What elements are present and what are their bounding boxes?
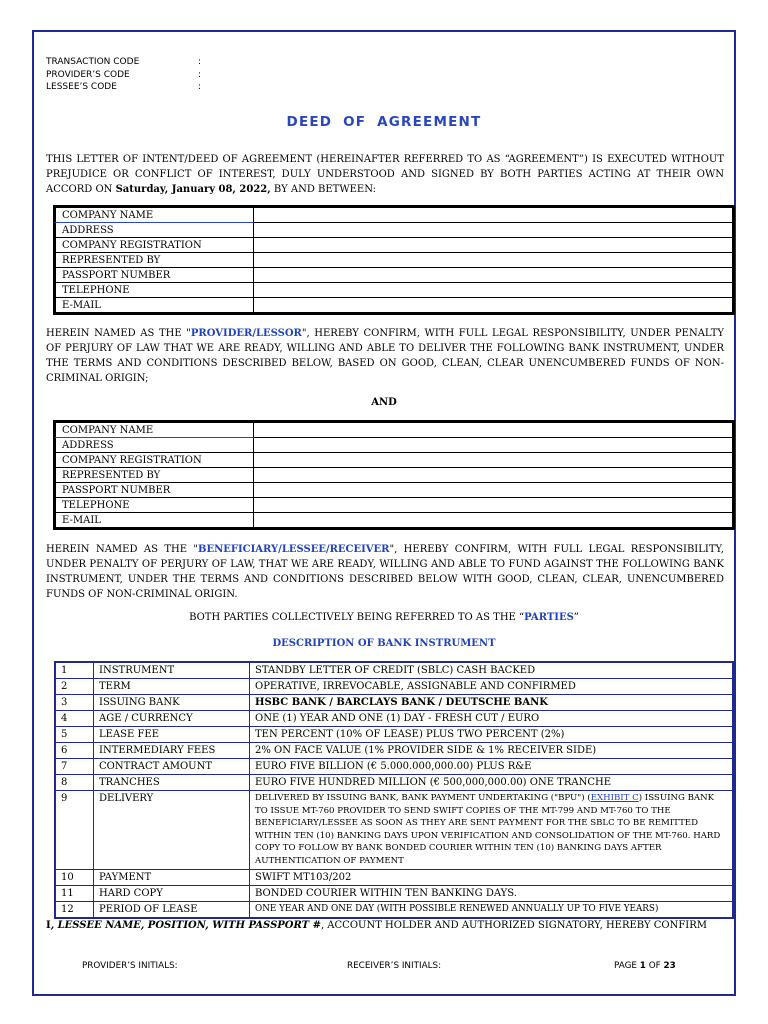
row-number: 12 bbox=[56, 902, 94, 918]
row-value: ONE YEAR AND ONE DAY (WITH POSSIBLE RENEWED ANNUALLY UP TO FIVE YEARS) bbox=[250, 902, 733, 918]
row-number: 11 bbox=[56, 886, 94, 902]
row-key: PERIOD OF LEASE bbox=[94, 902, 250, 918]
row-number: 9 bbox=[56, 791, 94, 870]
field-label: PASSPORT NUMBER bbox=[56, 268, 254, 283]
row-value: EURO FIVE BILLION (€ 5.000.000,000.00) PLUS R&E bbox=[250, 759, 733, 775]
field-value[interactable] bbox=[254, 283, 733, 298]
exhibit-c-link[interactable]: EXHIBIT C bbox=[590, 793, 639, 803]
table-row bbox=[56, 679, 733, 695]
field-label: REPRESENTED BY bbox=[56, 468, 254, 483]
lessees-code-label: LESSEE’S CODE bbox=[46, 82, 117, 92]
field-value[interactable] bbox=[254, 513, 733, 528]
table-row bbox=[56, 438, 733, 453]
table-row bbox=[56, 759, 733, 775]
page-total: 23 bbox=[663, 961, 676, 971]
row-key: HARD COPY bbox=[94, 886, 250, 902]
table-row bbox=[56, 223, 733, 238]
row-key: TERM bbox=[94, 679, 250, 695]
closing-post: , ACCOUNT HOLDER AND AUTHORIZED SIGNATORY, HEREBY CONFIRM bbox=[320, 920, 708, 931]
field-label: TELEPHONE bbox=[56, 498, 254, 513]
table-row bbox=[56, 238, 733, 253]
row-number: 5 bbox=[56, 727, 94, 743]
receiver-paragraph bbox=[46, 542, 724, 602]
row-number: 7 bbox=[56, 759, 94, 775]
provider-para-post: ", HEREBY CONFIRM, WITH FULL LEGAL RESPONSIBILITY, UNDER PENALTY OF PERJURY OF LAW THAT WE ARE READY, WILLING AND ABLE TO DELIVER THE FOLLOWING BANK INSTRUMENT, UNDER THE TERMS AND CONDITIONS DESCRIBED BELOW, BASED ON GOOD, CLEAN, CLEAR UNENCUMBERED FUNDS OF NON-CRIMINAL ORIGIN; bbox=[46, 328, 725, 384]
providers-code-row bbox=[46, 69, 201, 82]
row-number: 10 bbox=[56, 870, 94, 886]
row-value: HSBC BANK / BARCLAYS BANK / DEUTSCHE BANK bbox=[250, 695, 733, 711]
row-number: 4 bbox=[56, 711, 94, 727]
row-value: EURO FIVE HUNDRED MILLION (€ 500,000,000.00) ONE TRANCHE bbox=[250, 775, 733, 791]
providers-code-label: PROVIDER’S CODE bbox=[46, 69, 130, 80]
field-label: COMPANY REGISTRATION bbox=[56, 238, 254, 253]
parties-word: PARTIES bbox=[524, 612, 574, 623]
document-title: DEED OF AGREEMENT bbox=[286, 114, 482, 130]
field-label: ADDRESS bbox=[56, 223, 254, 238]
table-row bbox=[56, 743, 733, 759]
providers-code-sep: : bbox=[198, 69, 202, 80]
row-number: 6 bbox=[56, 743, 94, 759]
delivery-text-post: ) ISSUING BANK TO ISSUE MT-760 PROVIDER TO SEND SWIFT COPIES OF THE MT-799 AND MT-760 TO THE BENEFICIARY/LESSEE AS SOON AS THEY ARE SENT PAYMENT FOR THE SBLC TO BE REMITTED WITHIN TEN (10) BANKING DAYS UPON VERIFICATION AND CONSOLIDATION OF THE MT-760. HARD COPY TO FOLLOW BY BANK BONDED COURIER WITHIN TEN (10) BANKING DAYS AFTER AUTHENTICATION OF PAYMENT bbox=[255, 793, 721, 866]
receiver-para-pre: HEREIN NAMED AS THE " bbox=[46, 544, 199, 555]
table-row bbox=[56, 711, 733, 727]
field-value[interactable] bbox=[254, 268, 733, 283]
table-row bbox=[56, 253, 733, 268]
table-row bbox=[56, 663, 733, 679]
transaction-code-row bbox=[46, 56, 201, 69]
receiver-role: BENEFICIARY/LESSEE/RECEIVER bbox=[198, 544, 390, 555]
row-key: PAYMENT bbox=[94, 870, 250, 886]
field-label: COMPANY NAME bbox=[56, 423, 254, 438]
row-value: 2% ON FACE VALUE (1% PROVIDER SIDE & 1% RECEIVER SIDE) bbox=[250, 743, 733, 759]
parties-post: ” bbox=[573, 612, 579, 623]
lessees-code-row bbox=[46, 81, 201, 94]
row-key: TRANCHES bbox=[94, 775, 250, 791]
row-value bbox=[250, 791, 733, 870]
transaction-code-label: TRANSACTION CODE bbox=[46, 57, 140, 67]
field-value[interactable] bbox=[254, 223, 733, 238]
table-row bbox=[56, 483, 733, 498]
table-row bbox=[56, 453, 733, 468]
agreement-date: Saturday, January 08, 2022, bbox=[115, 184, 271, 195]
table-row bbox=[56, 870, 733, 886]
field-value[interactable] bbox=[254, 483, 733, 498]
receiver-details-table bbox=[55, 422, 733, 528]
field-label: ADDRESS bbox=[56, 438, 254, 453]
lessee-placeholder: , LESSEE NAME, POSITION, WITH PASSPORT # bbox=[50, 920, 321, 931]
provider-initials: PROVIDER’S INITIALS: bbox=[82, 961, 178, 971]
row-key: INSTRUMENT bbox=[94, 663, 250, 679]
table-row bbox=[56, 791, 733, 870]
row-value: BONDED COURIER WITHIN TEN BANKING DAYS. bbox=[250, 886, 733, 902]
delivery-text-pre: DELIVERED BY ISSUING BANK, BANK PAYMENT UNDERTAKING ("BPU") ( bbox=[255, 793, 591, 803]
table-row bbox=[56, 513, 733, 528]
closing-statement bbox=[46, 920, 736, 931]
field-label: PASSPORT NUMBER bbox=[56, 483, 254, 498]
row-key: CONTRACT AMOUNT bbox=[94, 759, 250, 775]
row-value: OPERATIVE, IRREVOCABLE, ASSIGNABLE AND CONFIRMED bbox=[250, 679, 733, 695]
transaction-code-sep: : bbox=[198, 57, 202, 67]
intro-text: THIS LETTER OF INTENT/DEED OF AGREEMENT (HEREINAFTER REFERRED TO AS “AGREEMENT”) IS EXECUTED WITHOUT PREJUDICE OR CONFLICT OF INTEREST, DULY UNDERSTOOD AND SIGNED BY BOTH PARTIES ACTING AT THEIR OWN ACCORD ON bbox=[46, 154, 724, 195]
parties-statement bbox=[0, 612, 768, 623]
row-key: ISSUING BANK bbox=[94, 695, 250, 711]
row-key: DELIVERY bbox=[94, 791, 250, 870]
intro-paragraph bbox=[46, 152, 724, 197]
row-key: LEASE FEE bbox=[94, 727, 250, 743]
row-number: 8 bbox=[56, 775, 94, 791]
table-row bbox=[56, 208, 733, 223]
table-row bbox=[56, 695, 733, 711]
table-row bbox=[56, 298, 733, 313]
page-number bbox=[614, 961, 676, 971]
row-key: INTERMEDIARY FEES bbox=[94, 743, 250, 759]
field-label: E-MAIL bbox=[56, 298, 254, 313]
table-row bbox=[56, 468, 733, 483]
closing-pre: I bbox=[46, 920, 51, 931]
row-number: 1 bbox=[56, 663, 94, 679]
provider-para-pre: HEREIN NAMED AS THE " bbox=[46, 328, 191, 339]
intro-tail: BY AND BETWEEN: bbox=[270, 184, 376, 195]
field-label: COMPANY REGISTRATION bbox=[56, 453, 254, 468]
row-number: 2 bbox=[56, 679, 94, 695]
table-row bbox=[56, 283, 733, 298]
lessees-code-sep: : bbox=[198, 82, 202, 92]
table-row bbox=[56, 775, 733, 791]
field-value[interactable] bbox=[254, 298, 733, 313]
row-value: TEN PERCENT (10% OF LEASE) PLUS TWO PERCENT (2%) bbox=[250, 727, 733, 743]
parties-pre: BOTH PARTIES COLLECTIVELY BEING REFERRED TO AS THE “ bbox=[189, 612, 525, 623]
page-mid: OF bbox=[645, 961, 664, 971]
provider-details-table bbox=[55, 207, 733, 313]
instrument-heading: DESCRIPTION OF BANK INSTRUMENT bbox=[272, 638, 496, 649]
field-label: TELEPHONE bbox=[56, 283, 254, 298]
field-value[interactable] bbox=[254, 468, 733, 483]
page-current: 1 bbox=[639, 961, 646, 971]
page-prefix: PAGE bbox=[614, 961, 640, 971]
row-value: ONE (1) YEAR AND ONE (1) DAY - FRESH CUT / EURO bbox=[250, 711, 733, 727]
table-row bbox=[56, 902, 733, 918]
field-value[interactable] bbox=[254, 453, 733, 468]
table-row bbox=[56, 268, 733, 283]
provider-paragraph bbox=[46, 326, 724, 386]
receiver-initials: RECEIVER’S INITIALS: bbox=[347, 961, 442, 971]
table-row bbox=[56, 727, 733, 743]
field-value[interactable] bbox=[254, 423, 733, 438]
provider-role: PROVIDER/LESSOR bbox=[190, 328, 302, 339]
field-label: E-MAIL bbox=[56, 513, 254, 528]
header-codes bbox=[46, 56, 201, 94]
row-value: SWIFT MT103/202 bbox=[250, 870, 733, 886]
table-row bbox=[56, 498, 733, 513]
field-value[interactable] bbox=[254, 238, 733, 253]
field-value[interactable] bbox=[254, 498, 733, 513]
instrument-table bbox=[55, 662, 733, 918]
row-key: AGE / CURRENCY bbox=[94, 711, 250, 727]
row-number: 3 bbox=[56, 695, 94, 711]
table-row bbox=[56, 886, 733, 902]
field-value[interactable] bbox=[254, 438, 733, 453]
receiver-para-post: ", HEREBY CONFIRM, WITH FULL LEGAL RESPONSIBILITY, UNDER PENALTY OF PERJURY OF LAW, THAT WE ARE READY, WILLING AND ABLE TO FUND AGAINST THE FOLLOWING BANK INSTRUMENT, UNDER THE TERMS AND CONDITIONS DESCRIBED BELOW WITH GOOD, CLEAN, CLEAR, UNENCUMBERED FUNDS OF NON-CRIMINAL ORIGIN. bbox=[46, 544, 724, 600]
field-label: COMPANY NAME bbox=[56, 208, 254, 223]
table-row bbox=[56, 423, 733, 438]
field-value[interactable] bbox=[254, 208, 733, 223]
field-value[interactable] bbox=[254, 253, 733, 268]
field-label: REPRESENTED BY bbox=[56, 253, 254, 268]
row-value: STANDBY LETTER OF CREDIT (SBLC) CASH BACKED bbox=[250, 663, 733, 679]
and-separator: AND bbox=[371, 397, 397, 408]
